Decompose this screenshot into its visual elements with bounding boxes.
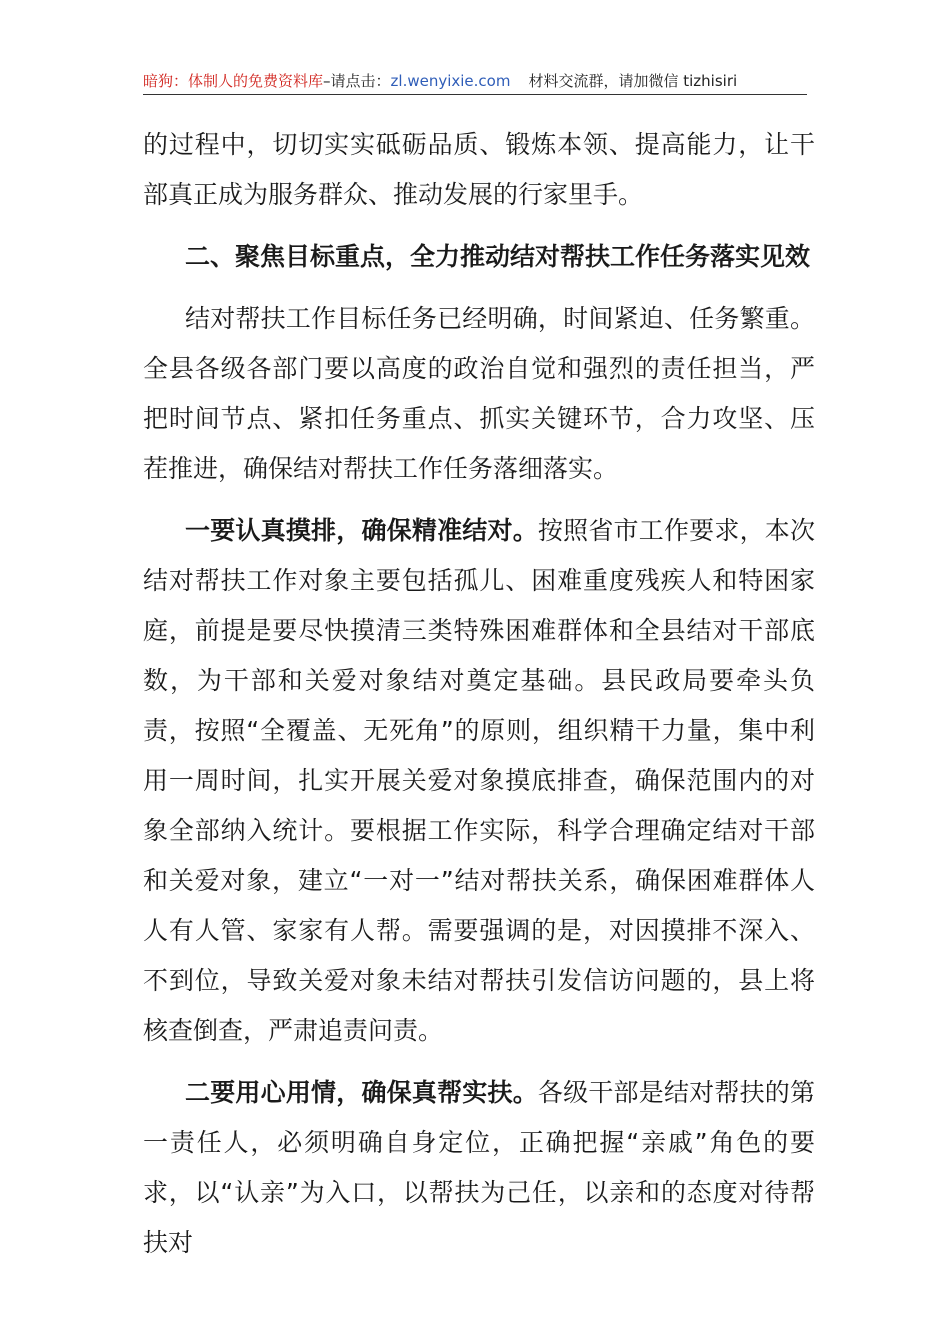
paragraph-3 [143,506,815,1056]
header-click-prompt: –请点击： [323,72,391,90]
header-url-link[interactable]: zl.wenyixie.com [390,72,511,90]
paragraph-3-text: 按照省市工作要求，本次结对帮扶工作对象主要包括孤儿、困难重度残疾人和特困家庭，前提是要尽快摸清三类特殊困难群体和全县结对干部底数，为干部和关爱对象结对奠定基础。县民政局要牵头负责，按照“全覆盖、无死角”的原则，组织精干力量，集中利用一周时间，扎实开展关爱对象摸底排查，确保范围内的对象全部纳入统计。要根据工作实际，科学合理确定结对干部和关爱对象，建立“一对一”结对帮扶关系，确保困难群体人人有人管、家家有人帮。需要强调的是，对因摸排不深入、不到位，导致关爱对象未结对帮扶引发信访问题的，县上将核查倒查，严肃追责问责。 [143,516,815,1045]
header-group-info: 材料交流群，请加微信 tizhisiri [528,72,738,90]
paragraph-4 [143,1068,815,1268]
page-header [143,68,807,95]
paragraph-1: 的过程中，切切实实砥砺品质、锻炼本领、提高能力，让干部真正成为服务群众、推动发展的行家里手。 [143,130,815,209]
paragraph-3-lead: 一要认真摸排，确保精准结对。 [185,516,538,545]
section-heading-2: 二、聚焦目标重点，全力推动结对帮扶工作任务落实见效 [185,242,811,271]
paragraph-4-lead: 二要用心用情，确保真帮实扶。 [185,1078,538,1107]
header-promo-title: 暗狗：体制人的免费资料库 [143,72,324,90]
paragraph-2: 结对帮扶工作目标任务已经明确，时间紧迫、任务繁重。全县各级各部门要以高度的政治自觉和强烈的责任担当，严把时间节点、紧扣任务重点、抓实关键环节，合力攻坚、压茬推进，确保结对帮扶工作任务落细落实。 [143,304,815,483]
paragraph-4-text: 各级干部是结对帮扶的第一责任人，必须明确自身定位，正确把握“亲戚”角色的要求，以“认亲”为入口，以帮扶为己任，以亲和的态度对待帮扶对 [143,1078,815,1257]
document-body [143,120,815,1268]
